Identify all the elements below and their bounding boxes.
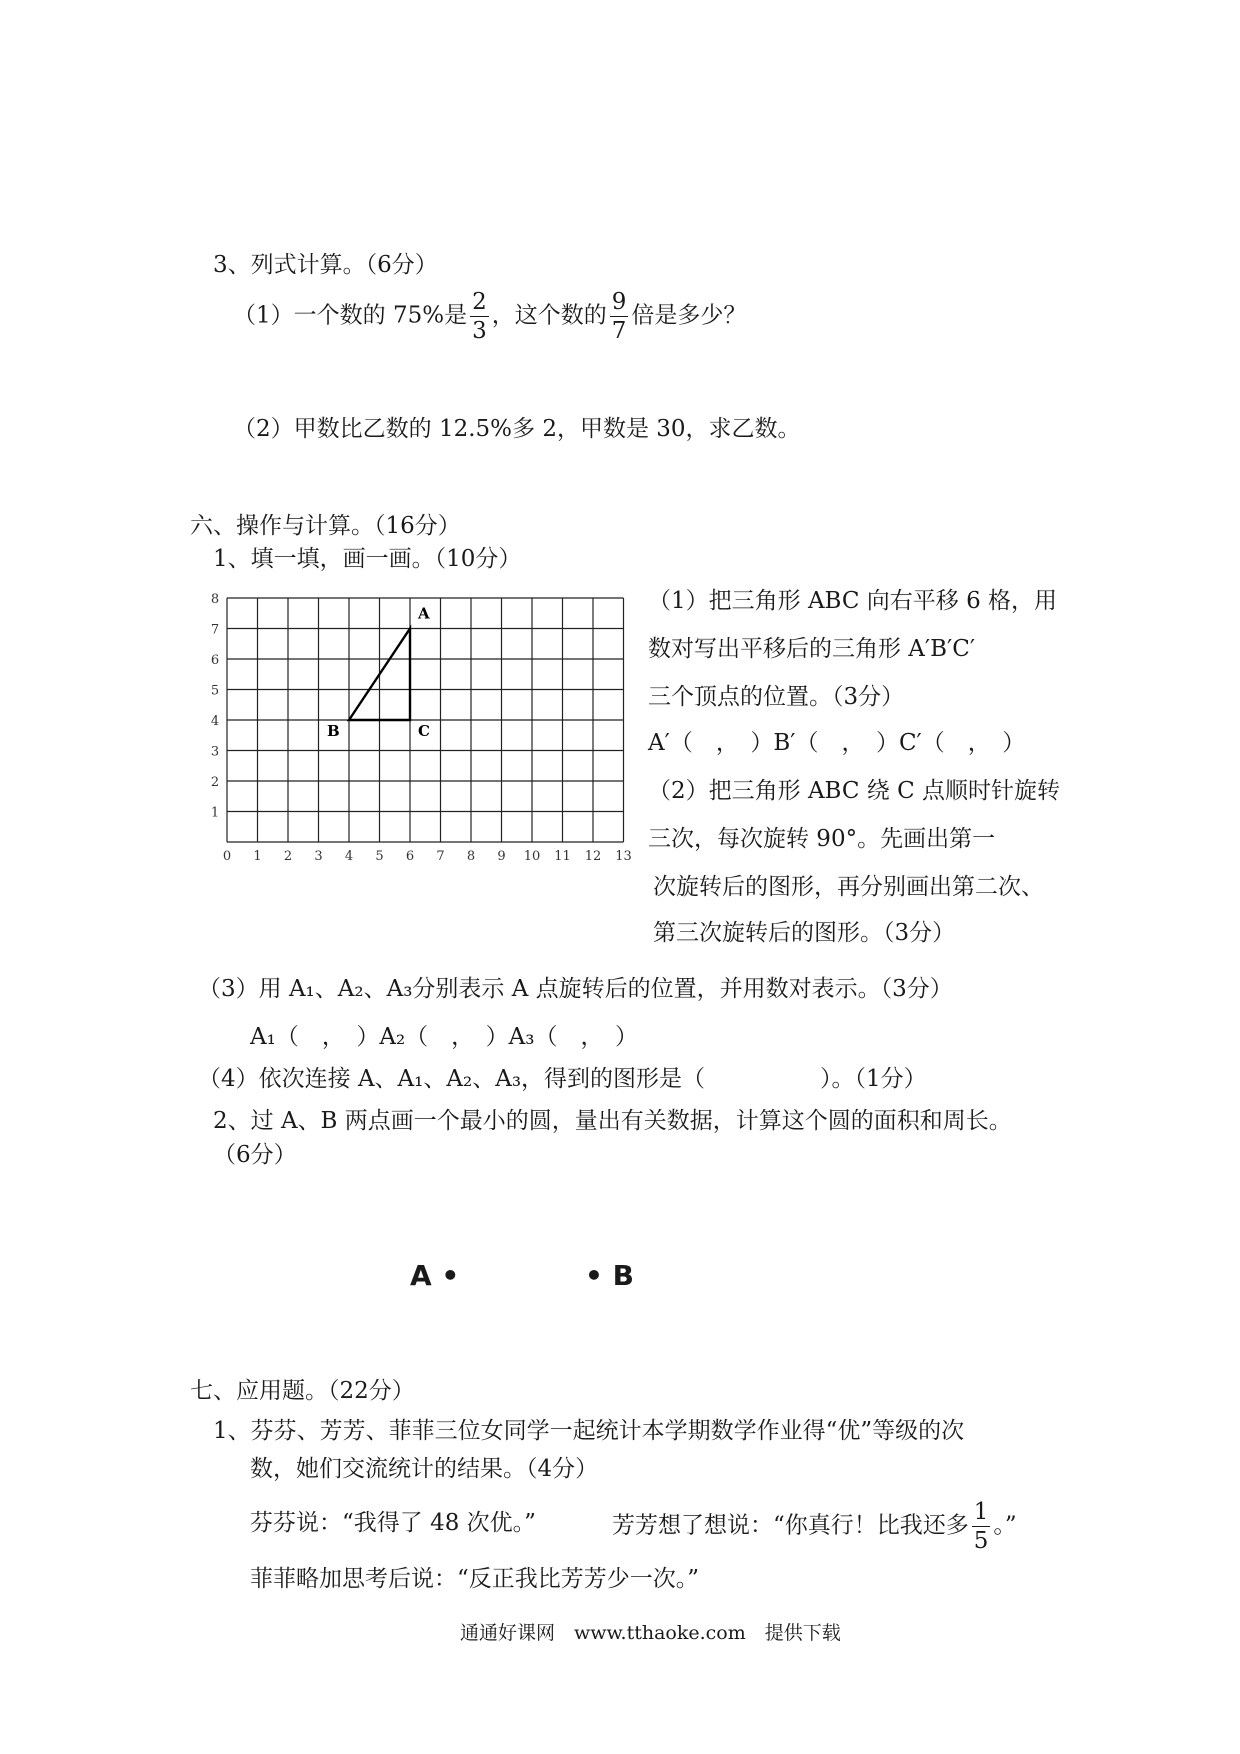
fraction-2-3 (470, 290, 489, 343)
y-tick-label: 1 (210, 805, 220, 821)
x-tick-label: 11 (554, 849, 571, 864)
fangfang-suffix: 。” (993, 1512, 1017, 1539)
p3-answer: A₁（ ， ）A₂（ ， ）A₃（ ， ） (250, 1024, 638, 1050)
x-tick-label: 12 (584, 849, 602, 864)
p1-line3: 三个顶点的位置。（3分） (648, 684, 905, 710)
x-tick-label: 9 (497, 849, 506, 864)
p4-line1: （4）依次连接 A、A₁、A₂、A₃，得到的图形是（ ）。（1分） (198, 1066, 927, 1092)
point-b: • B (585, 1259, 634, 1292)
p2-line1: （2）把三角形 ABC 绕 C 点顺时针旋转 (648, 778, 1061, 804)
fraction-numerator: 2 (470, 290, 489, 317)
p3-line1: （3）用 A₁、A₂、A₃分别表示 A 点旋转后的位置，并用数对表示。（3分） (198, 976, 953, 1002)
fraction-numerator: 9 (610, 290, 629, 317)
y-tick-label: 7 (210, 622, 220, 638)
feifei-statement: 菲菲略加思考后说：“反正我比芳芳少一次。” (250, 1566, 700, 1592)
section7-q1-line1: 1、芬芬、芳芳、菲菲三位女同学一起统计本学期数学作业得“优”等级的次 (213, 1418, 965, 1444)
p1-answer: A′（ ， ）B′（ ， ）C′（ ， ） (648, 730, 1026, 756)
x-tick-label: 8 (466, 849, 476, 864)
p2-line2: 三次，每次旋转 90°。先画出第一 (648, 826, 996, 852)
vertex-label-a: A (418, 604, 430, 623)
q3-part1-mid: ，这个数的 (491, 302, 607, 329)
x-tick-label: 2 (283, 849, 293, 864)
q3-title: 3、列式计算。（6分） (213, 252, 438, 278)
x-tick-label: 0 (222, 849, 232, 864)
fraction-denominator: 5 (973, 1528, 989, 1555)
fraction-9-7 (610, 290, 629, 343)
p1-line2: 数对写出平移后的三角形 A′B′C′ (648, 636, 976, 662)
section7-q1-line2: 数，她们交流统计的结果。（4分） (250, 1456, 599, 1482)
section6-q2-line1: 2、过 A、B 两点画一个最小的圆，量出有关数据，计算这个圆的面积和周长。 (213, 1108, 1012, 1134)
vertex-label-c: C (418, 722, 430, 740)
point-a: A • (410, 1259, 460, 1292)
footer: 通通好课网 www.tthaoke.com 提供下载 (460, 1622, 841, 1644)
p2-line4: 第三次旋转后的图形。（3分） (653, 920, 956, 946)
fenfen-statement: 芬芬说：“我得了 48 次优。” (250, 1510, 536, 1536)
x-tick-label: 13 (615, 849, 632, 864)
q3-part2: （2）甲数比乙数的 12.5%多 2，甲数是 30，求乙数。 (233, 416, 801, 442)
x-tick-label: 6 (405, 849, 415, 864)
section6-title: 六、操作与计算。（16分） (190, 513, 461, 539)
q3-part1-prefix: （1）一个数的 75%是 (233, 302, 468, 329)
fraction-denominator: 7 (611, 318, 627, 345)
x-tick-label: 10 (523, 849, 541, 864)
fraction-1-5 (972, 1500, 991, 1553)
x-tick-label: 1 (253, 849, 262, 864)
y-tick-label: 2 (210, 775, 220, 790)
grid-svg (205, 590, 645, 870)
q3-part1 (233, 290, 746, 343)
p2-line3: 次旋转后的图形，再分别画出第二次、 (653, 874, 1044, 900)
y-tick-label: 8 (210, 592, 220, 607)
y-tick-label: 4 (210, 714, 220, 729)
fangfang-prefix: 芳芳想了想说：“你真行！比我还多 (612, 1512, 969, 1539)
x-tick-label: 3 (314, 849, 323, 864)
y-tick-label: 6 (210, 653, 220, 668)
fraction-denominator: 3 (472, 318, 487, 345)
section6-q2-line2: （6分） (213, 1142, 297, 1168)
x-tick-label: 5 (375, 849, 384, 864)
p1-line1: （1）把三角形 ABC 向右平移 6 格，用 (648, 588, 1058, 614)
q3-part1-suffix: 倍是多少？ (631, 302, 747, 329)
x-tick-label: 4 (344, 849, 354, 864)
fangfang-statement (612, 1500, 1017, 1553)
section6-q1-title: 1、填一填，画一画。（10分） (213, 546, 522, 572)
coordinate-grid (205, 590, 645, 870)
section7-title: 七、应用题。（22分） (190, 1378, 415, 1404)
fraction-numerator: 1 (972, 1500, 991, 1527)
x-tick-label: 7 (436, 849, 445, 864)
vertex-label-b: B (327, 722, 340, 740)
y-tick-label: 5 (210, 683, 220, 699)
y-tick-label: 3 (210, 744, 220, 760)
